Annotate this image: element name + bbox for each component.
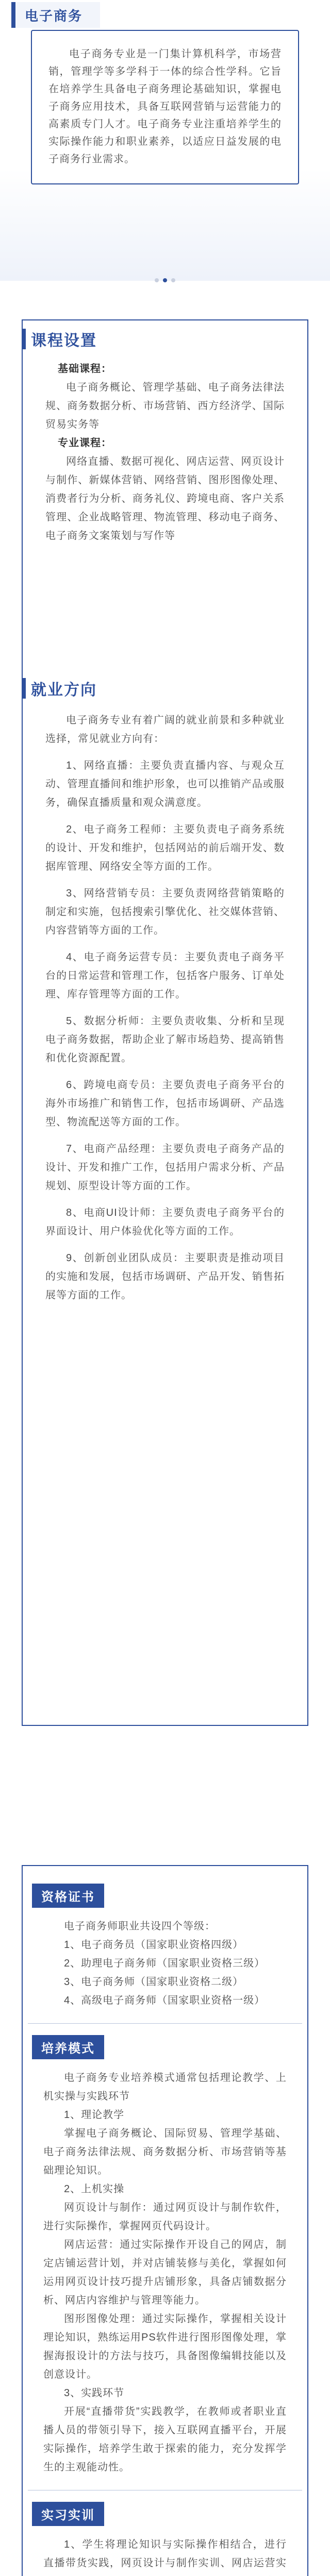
career-item: 8、电商UI设计师：主要负责电子商务平台的界面设计、用户体验优化等方面的工作。 <box>45 1207 285 1237</box>
courses-body <box>23 320 307 545</box>
qualification-body <box>23 1908 307 2010</box>
training-subheading: 2、上机实操 <box>64 2183 125 2195</box>
training-paragraph: 开展“直播带货”实践教学，在教师或者职业直播人员的带领引导下，接入互联网直播平台，开展实际操作，培养学生敢于探索的能力，充分发挥学生的主观能动性。 <box>43 2406 287 2473</box>
training-subheading: 3、实践环节 <box>64 2387 125 2399</box>
major-courses-text: 网络直播、数据可视化、网店运营、网页设计与制作、新媒体营销、网络营销、图形图像处理、消费者行为分析、商务礼仪、跨境电商、客户关系管理、企业战略管理、物流管理、移动电子商务、电子商务文案策划与写作等 <box>45 456 285 541</box>
qualification-item: 1、电子商务员（国家职业资格四级） <box>64 1939 244 1951</box>
career-item: 4、电子商务运营专员：主要负责电子商务平台的日常运营和管理工作，包括客户服务、订单处理、库存管理等方面的工作。 <box>45 952 285 1000</box>
career-item: 9、创新创业团队成员：主要职责是推动项目的实施和发展，包括市场调研、产品开发、销售拓展等方面的工作。 <box>45 1252 285 1301</box>
qualification-item: 2、助理电子商务师（国家职业资格三级） <box>64 1958 266 1969</box>
career-item: 1、网络直播：主要负责直播内容、与观众互动、管理直播间和维护形象，也可以推销产品或服务，确保直播质量和观众满意度。 <box>45 760 285 808</box>
heading-bar <box>22 329 26 349</box>
career-item: 3、网络营销专员：主要负责网络营销策略的制定和实施，包括搜索引擎优化、社交媒体营销、内容营销等方面的工作。 <box>45 888 285 936</box>
intro-text: 电子商务专业是一门集计算机科学，市场营销，管理学等多学科于一体的综合性学科。它旨在培养学生具备电子商务理论基础知识，掌握电子商务应用技术，具备互联网营销与运营能力的高素质专门人才。电子商务专业注重培养学生的实际操作能力和职业素养，以适应日益发展的电子商务行业需求。 <box>48 48 282 165</box>
intro-card <box>31 30 299 184</box>
training-body <box>23 2059 307 2477</box>
career-body <box>23 670 307 1304</box>
qualification-item: 3、电子商务师（国家职业资格二级） <box>64 1976 244 1988</box>
carousel-dot-active[interactable] <box>163 278 167 282</box>
career-item: 7、电商产品经理：主要负责电子商务产品的设计、开发和推广工作，包括用户需求分析、产品规划、原型设计等方面的工作。 <box>45 1143 285 1192</box>
carousel-indicator[interactable] <box>0 278 330 282</box>
carousel-dot[interactable] <box>171 278 175 282</box>
internship-section <box>23 2502 307 2576</box>
intro-section <box>0 0 330 281</box>
courses-title: 课程设置 <box>31 332 97 349</box>
training-paragraph: 网页设计与制作：通过网页设计与制作软件，进行实际操作，掌握网页代码设计。 <box>43 2202 287 2232</box>
career-title: 就业方向 <box>31 682 97 699</box>
career-item: 6、跨境电商专员：主要负责电子商务平台的海外市场推广和销售工作，包括市场调研、产品选型、物流配送等方面的工作。 <box>45 1079 285 1128</box>
training-paragraph: 网店运营：通过实际操作开设自己的网店，制定店铺运营计划，并对店铺装修与美化，掌握如何运用网页设计技巧提升店铺形象，具备店铺数据分析、网店内容维护与管理等能力。 <box>43 2239 287 2306</box>
qualification-section <box>23 1866 307 2010</box>
section-divider <box>28 2023 302 2024</box>
qualification-intro: 电子商务师职业共设四个等级： <box>64 1921 216 1932</box>
qualification-item: 4、高级电子商务师（国家职业资格一级） <box>64 1995 266 2006</box>
career-card <box>22 670 308 1726</box>
internship-paragraph: 1、学生将理论知识与实际操作相结合，进行直播带货实践，网页设计与制作实训、网店运营实 <box>43 2539 287 2569</box>
career-item: 2、电子商务工程师：主要负责电子商务系统的设计、开发和维护，包括网站的前后端开发、数据库管理、网络安全等方面的工作。 <box>45 824 285 872</box>
training-paragraph: 图形图像处理：通过实际操作，掌握相关设计理论知识，熟练运用PS软件进行图形图像处理，掌握海报设计的方法与技巧，具备图像编辑技能以及创意设计。 <box>43 2313 287 2380</box>
basic-courses-label: 基础课程： <box>58 363 112 375</box>
training-paragraph: 电子商务专业培养模式通常包括理论教学、上机实操与实践环节 <box>43 2072 287 2102</box>
internship-body <box>23 2526 307 2576</box>
courses-card <box>22 319 308 680</box>
major-courses-label: 专业课程： <box>58 437 112 449</box>
training-subheading: 1、理论教学 <box>64 2109 125 2121</box>
qualification-heading: 资格证书 <box>32 1884 104 1908</box>
career-item: 5、数据分析师：主要负责收集、分析和呈现电子商务数据，帮助企业了解市场趋势、提高销售和优化资源配置。 <box>45 1015 285 1064</box>
training-paragraph: 掌握电子商务概论、国际贸易、管理学基础、电子商务法律法规、商务数据分析、市场营销等基础理论知识。 <box>43 2128 287 2176</box>
career-heading <box>22 677 97 700</box>
heading-bar <box>22 678 26 699</box>
carousel-dot[interactable] <box>155 278 159 282</box>
career-paragraph: 电子商务专业有着广阔的就业前景和多种就业选择，常见就业方向有： <box>45 715 285 744</box>
internship-heading: 实习实训 <box>32 2502 104 2526</box>
intro-tag-label: 电子商务 <box>25 8 83 24</box>
details-box <box>22 1865 308 2576</box>
courses-heading <box>22 328 97 350</box>
training-section <box>23 2035 307 2477</box>
training-heading: 培养模式 <box>32 2035 104 2059</box>
intro-tag <box>11 2 100 28</box>
basic-courses-text: 电子商务概论、管理学基础、电子商务法律法规、商务数据分析、市场营销、西方经济学、国际贸易实务等 <box>45 382 285 430</box>
